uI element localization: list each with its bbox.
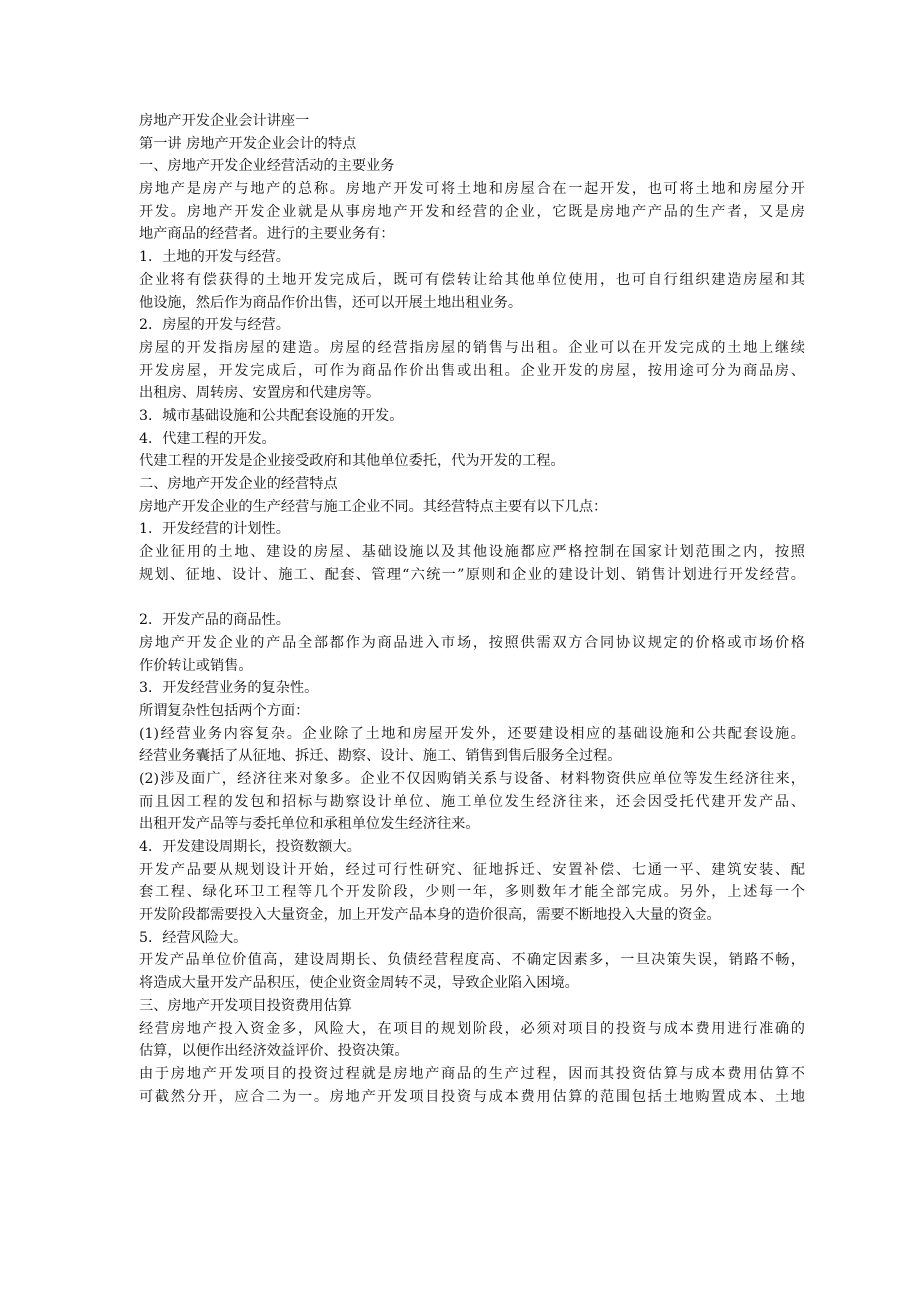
paragraph-line: 经营业务囊括了从征地、拆迁、勘察、设计、施工、销售到售后服务全过程。 (139, 748, 622, 765)
section-heading: 二、房地产开发企业的经营特点 (139, 476, 338, 492)
paragraph-line: (2)涉及面广，经济往来对象多。企业不仅因购销关系与设备、材料物资供应单位等发生经济往来， (139, 770, 805, 787)
paragraph-line: 可截然分开，应合二为一。房地产开发项目投资与成本费用估算的范围包括土地购置成本、土地 (139, 1088, 805, 1105)
document-body (139, 110, 805, 1108)
list-item-heading: 2．开发产品的商品性。 (139, 612, 290, 629)
paragraph-line: 开发产品单位价值高，建设周期长、负债经营程度高、不确定因素多，一旦决策失误，销路不畅， (139, 952, 805, 969)
paragraph-line: 所谓复杂性包括两个方面： (139, 702, 310, 719)
list-item-heading: 4．开发建设周期长，投资数额大。 (139, 839, 361, 855)
paragraph-line: 由于房地产开发项目的投资过程就是房地产商品的生产过程，因而其投资估算与成本费用估算不 (139, 1065, 805, 1082)
list-item-heading: 5．经营风险大。 (139, 929, 248, 946)
paragraph-line: 代建工程的开发是企业接受政府和其他单位委托，代为开发的工程。 (139, 453, 565, 470)
section-heading: 一、房地产开发企业经营活动的主要业务 (139, 158, 395, 175)
paragraph-line: 地产商品的经营者。进行的主要业务有： (139, 226, 395, 243)
list-item-heading: 1．开发经营的计划性。 (139, 521, 290, 538)
list-item-heading: 3．开发经营业务的复杂性。 (139, 680, 319, 697)
paragraph-line: 估算，以便作出经济效益评价、投资决策。 (139, 1043, 409, 1060)
paragraph-line: 房地产开发企业的产品全部都作为商品进入市场，按照供需双方合同协议规定的价格或市场价格 (139, 634, 805, 651)
paragraph-line: 出租房、周转房、安置房和代建房等。 (139, 385, 381, 402)
paragraph-line: 企业将有偿获得的土地开发完成后，既可有偿转让给其他单位使用，也可自行组织建造房屋和其 (139, 271, 805, 288)
section-heading: 三、房地产开发项目投资费用估算 (139, 997, 352, 1014)
paragraph-line: 作价转让或销售。 (139, 657, 253, 674)
paragraph-line: 套工程、绿化环卫工程等几个开发阶段，少则一年，多则数年才能全部完成。另外，上述每一个 (139, 884, 805, 901)
paragraph-line: 开发房屋，开发完成后，可作为商品作价出售或出租。企业开发的房屋，按用途可分为商品房、 (139, 362, 805, 379)
lecture-heading: 第一讲 房地产开发企业会计的特点 (139, 135, 357, 152)
list-item-heading: 2．房屋的开发与经营。 (139, 317, 290, 334)
paragraph-line: 开发阶段都需要投入大量资金，加上开发产品本身的造价很高，需要不断地投入大量的资金。 (139, 907, 721, 924)
paragraph-line: 出租开发产品等与委托单位和承租单位发生经济往来。 (139, 816, 480, 833)
list-item-heading: 4．代建工程的开发。 (139, 430, 276, 447)
paragraph-line: 规划、征地、设计、施工、配套、管理“六统一”原则和企业的建设计划、销售计划进行开发经营。 (139, 566, 805, 583)
paragraph-line: 企业征用的土地、建设的房屋、基础设施以及其他设施都应严格控制在国家计划范围之内，按照 (139, 544, 805, 561)
paragraph-line: 他设施，然后作为商品作价出售，还可以开展土地出租业务。 (139, 294, 523, 311)
paragraph-line: 而且因工程的发包和招标与勘察设计单位、施工单位发生经济往来，还会因受托代建开发产品、 (139, 793, 805, 810)
paragraph-line: 房地产是房产与地产的总称。房地产开发可将土地和房屋合在一起开发，也可将土地和房屋分开 (139, 181, 805, 198)
document-title: 房地产开发企业会计讲座一 (139, 113, 310, 129)
list-item-heading: 1．土地的开发与经营。 (139, 249, 290, 266)
paragraph-line: (1)经营业务内容复杂。企业除了土地和房屋开发外，还要建设相应的基础设施和公共配套设施。 (139, 725, 805, 742)
list-item-heading: 3．城市基础设施和公共配套设施的开发。 (139, 407, 404, 424)
paragraph-line: 将造成大量开发产品积压，使企业资金周转不灵，导致企业陷入困境。 (139, 975, 579, 992)
paragraph-line: 经营房地产投入资金多，风险大，在项目的规划阶段，必须对项目的投资与成本费用进行准确的 (139, 1020, 805, 1037)
paragraph-line: 房地产开发企业的生产经营与施工企业不同。其经营特点主要有以下几点： (139, 498, 608, 515)
blank-line (139, 586, 805, 609)
paragraph-line: 房屋的开发指房屋的建造。房屋的经营指房屋的销售与出租。企业可以在开发完成的土地上继续 (139, 339, 805, 356)
paragraph-line: 开发。房地产开发企业就是从事房地产开发和经营的企业，它既是房地产产品的生产者，又是房 (139, 203, 805, 220)
paragraph-line: 开发产品要从规划设计开始，经过可行性研究、征地拆迁、安置补偿、七通一平、建筑安装、配 (139, 861, 805, 878)
